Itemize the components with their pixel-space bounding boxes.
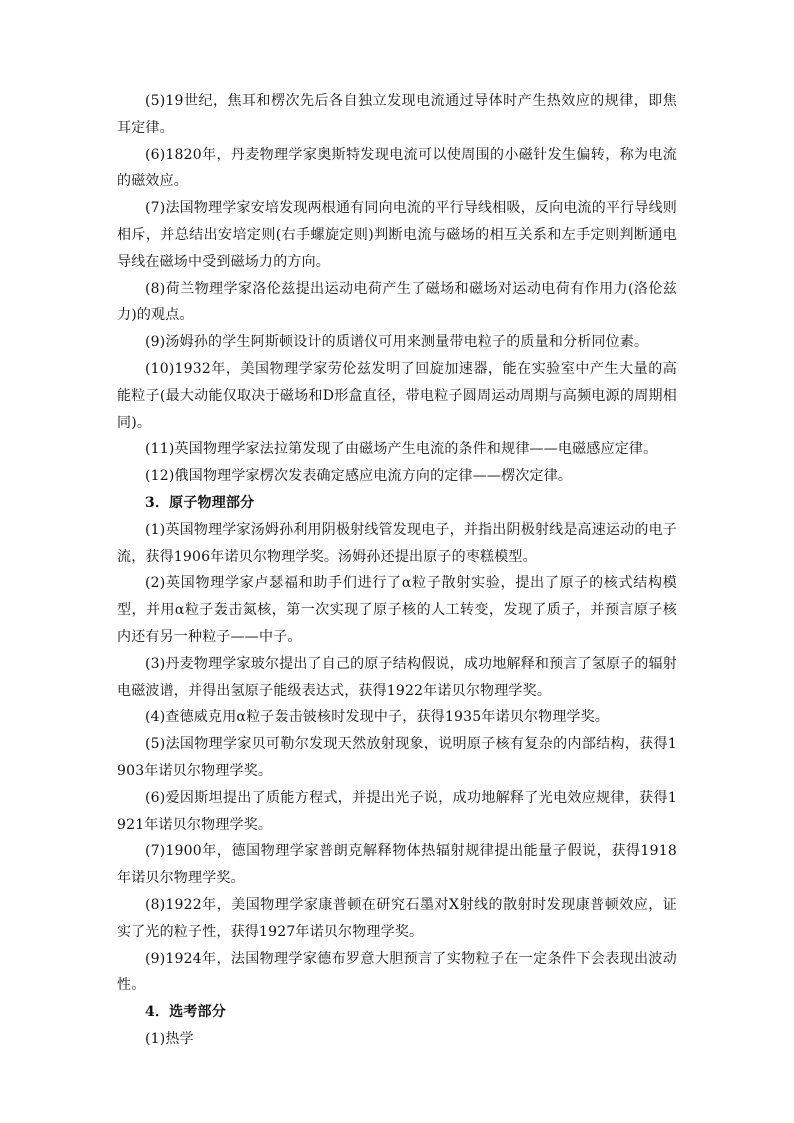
- paragraph-rutherford: (2)英国物理学家卢瑟福和助手们进行了α粒子散射实验，提出了原子的核式结构模型，并用α粒子轰击氮核，第一次实现了原子核的人工转变，发现了质子，并预言原子核内还有另一种粒子——中子。: [117, 575, 677, 645]
- paragraph-thomson: (1)英国物理学家汤姆孙利用阴极射线管发现电子，并指出阴极射线是高速运动的电子流，获得1906年诺贝尔物理学奖。汤姆孙还提出原子的枣糕模型。: [117, 521, 677, 565]
- paragraph-lenz: (12)俄国物理学家楞次发表确定感应电流方向的定律——楞次定律。: [145, 468, 573, 485]
- section-heading-elective: 4．选考部分: [145, 1004, 226, 1021]
- paragraph-faraday: (11)英国物理学家法拉第发现了由磁场产生电流的条件和规律——电磁感应定律。: [145, 441, 658, 458]
- paragraph-oersted: (6)1820年，丹麦物理学家奥斯特发现电流可以使周围的小磁针发生偏转，称为电流的磁效应。: [117, 146, 677, 190]
- paragraph-planck: (7)1900年，德国物理学家普朗克解释物体热辐射规律提出能量子假说，获得1918年诺贝尔物理学奖。: [117, 843, 677, 887]
- paragraph-ampere: (7)法国物理学家安培发现两根通有同向电流的平行导线相吸，反向电流的平行导线则相斥，并总结出安培定则(右手螺旋定则)判断电流与磁场的相互关系和左手定则判断通电导线在磁场中受到磁场力的方向。: [117, 200, 677, 270]
- paragraph-einstein: (6)爱因斯坦提出了质能方程式，并提出光子说，成功地解释了光电效应规律，获得1921年诺贝尔物理学奖。: [117, 789, 677, 833]
- paragraph-lorentz: (8)荷兰物理学家洛伦兹提出运动电荷产生了磁场和磁场对运动电荷有作用力(洛伦兹力)的观点。: [117, 280, 677, 324]
- paragraph-chadwick: (4)查德威克用α粒子轰击铍核时发现中子，获得1935年诺贝尔物理学奖。: [145, 709, 610, 726]
- paragraph-cyclotron: (10)1932年，美国物理学家劳伦兹发明了回旋加速器，能在实验室中产生大量的高能粒子(最大动能仅取决于磁场和D形盒直径，带电粒子圆周运动周期与高频电源的周期相同)。: [117, 360, 677, 431]
- subsection-heading-thermodynamics: (1)热学: [145, 1030, 194, 1047]
- paragraph-bohr: (3)丹麦物理学家玻尔提出了自己的原子结构假说，成功地解释和预言了氢原子的辐射电磁波谱，并得出氢原子能级表达式，获得1922年诺贝尔物理学奖。: [117, 655, 677, 699]
- paragraph-compton: (8)1922年，美国物理学家康普顿在研究石墨对X射线的散射时发现康普顿效应，证实了光的粒子性，获得1927年诺贝尔物理学奖。: [117, 896, 677, 940]
- paragraph-aston: (9)汤姆孙的学生阿斯顿设计的质谱仪可用来测量带电粒子的质量和分析同位素。: [145, 334, 649, 351]
- paragraph-becquerel: (5)法国物理学家贝可勒尔发现天然放射现象，说明原子核有复杂的内部结构，获得1903年诺贝尔物理学奖。: [117, 736, 677, 779]
- document-page: [117, 88, 677, 1053]
- paragraph-joule-law: (5)19世纪，焦耳和楞次先后各自独立发现电流通过导体时产生热效应的规律，即焦耳定律。: [117, 93, 677, 136]
- section-heading-atomic-physics: 3．原子物理部分: [145, 494, 255, 511]
- paragraph-de-broglie: (9)1924年，法国物理学家德布罗意大胆预言了实物粒子在一定条件下会表现出波动性。: [117, 950, 677, 994]
